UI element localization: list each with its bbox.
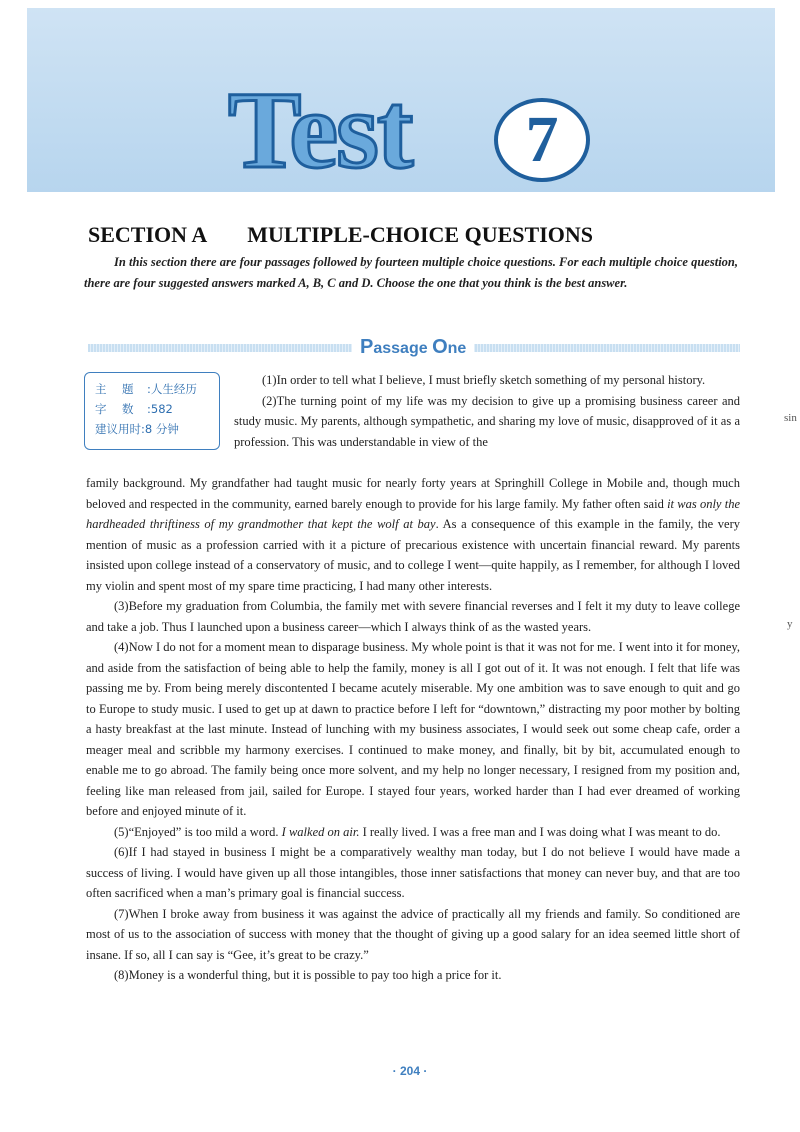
page-number: · 204 ·: [392, 1064, 428, 1078]
section-heading: [88, 222, 748, 248]
margin-note-mid: y: [787, 618, 793, 630]
topic-row: 主 题 :人生经历: [95, 382, 197, 396]
passage-top-right: [234, 370, 740, 452]
section-instructions: In this section there are four passages followed by fourteen multiple choice questions. For each multiple choice question, there are four suggested answers marked A, B, C and D. Choose the one that you think is the best answer.: [84, 255, 738, 290]
section-label: SECTION A: [88, 222, 208, 247]
test-number-badge: 7: [494, 98, 590, 182]
paragraph-6: (6)If I had stayed in business I might be a comparatively wealthy man today, but I do not believe I would have made a success of living. I would have given up all those intangibles, those inner satisfactions that money can never buy, and that are too often sacrificed when a man’s primary goal is financial success.: [86, 845, 740, 900]
passage-info-box: [84, 372, 220, 450]
paragraph-4: (4)Now I do not for a moment mean to disparage business. My whole point is that it was not for me. I went into it for money, and aside from the satisfaction of being able to help the family, money is all I got out of it. It was not enough. I felt that life was passing me by. From being merely discontented I became acutely miserable. My one ambition was to save enough to quit and go to Europe to study music. I used to get up at dawn to practice before I left for “downtown,” distracting my poor mother by bolting a hasty breakfast at the last minute. Instead of lunching with my business associates, I would seek out some cheap cafe, order a meager meal and scribble my harmony exercises. I continued to make money, and finally, bit by bit, accumulated enough to enable me to go abroad. The family being once more solvent, and my help no longer necessary, I resigned from my position and, feeling like man released from jail, sailed for Europe. I stayed four years, worked harder than I had ever dreamed of working before and enjoyed minute of it.: [86, 640, 740, 818]
time-row: 建议用时:8 分钟: [95, 422, 179, 436]
passage-heading: Passage One: [352, 335, 474, 361]
paragraph-7: (7)When I broke away from business it was against the advice of practically all my friends and family. So conditioned are most of us to the association of success with money that the thought of giving up a good salary for an idea seemed little short of insane. If so, all I can say is “Gee, it’s great to be crazy.”: [86, 906, 740, 962]
test-title: Test: [228, 69, 412, 191]
passage-body: [86, 473, 740, 986]
paragraph-1: (1)In order to tell what I believe, I must briefly sketch something of my personal history.: [262, 373, 706, 387]
section-name: MULTIPLE-CHOICE QUESTIONS: [247, 222, 593, 247]
paragraph-2-start: (2)The turning point of my life was my decision to give up a promising business career and study music. My parents, although sympathetic, and sharing my love of music, disapproved of it as a profession. This was understandable in view of the: [234, 393, 740, 449]
paragraph-8: (8)Money is a wonderful thing, but it is possible to pay too high a price for it.: [114, 968, 502, 982]
paragraph-2-cont: family background. My grandfather had taught music for nearly forty years at Springhill College in Mobile and, though much beloved and respected in the community, earned barely enough to provide for his large family. My father often said it was only the hardheaded thriftiness of my grandmother that kept the wolf at bay. As a consequence of this example in the family, the very mention of music as a profession carried with it a picture of precarious existence with uncertain financial reward. My parents insisted upon college instead of a conservatory of music, and to college I went—quite happily, as I remember, for although I loved my violin and spent most of my spare time practicing, I had many other interests.: [86, 476, 740, 593]
margin-note-top: sin: [784, 412, 797, 424]
word-count-row: 字 数 :582: [95, 402, 173, 416]
paragraph-5: (5)“Enjoyed” is too mild a word. I walked on air. I really lived. I was a free man and I was doing what I was meant to do.: [114, 824, 721, 839]
paragraph-3: (3)Before my graduation from Columbia, the family met with severe financial reverses and I felt it my duty to leave college and take a job. Thus I launched upon a business career—which I always think of as the wasted years.: [86, 599, 740, 634]
